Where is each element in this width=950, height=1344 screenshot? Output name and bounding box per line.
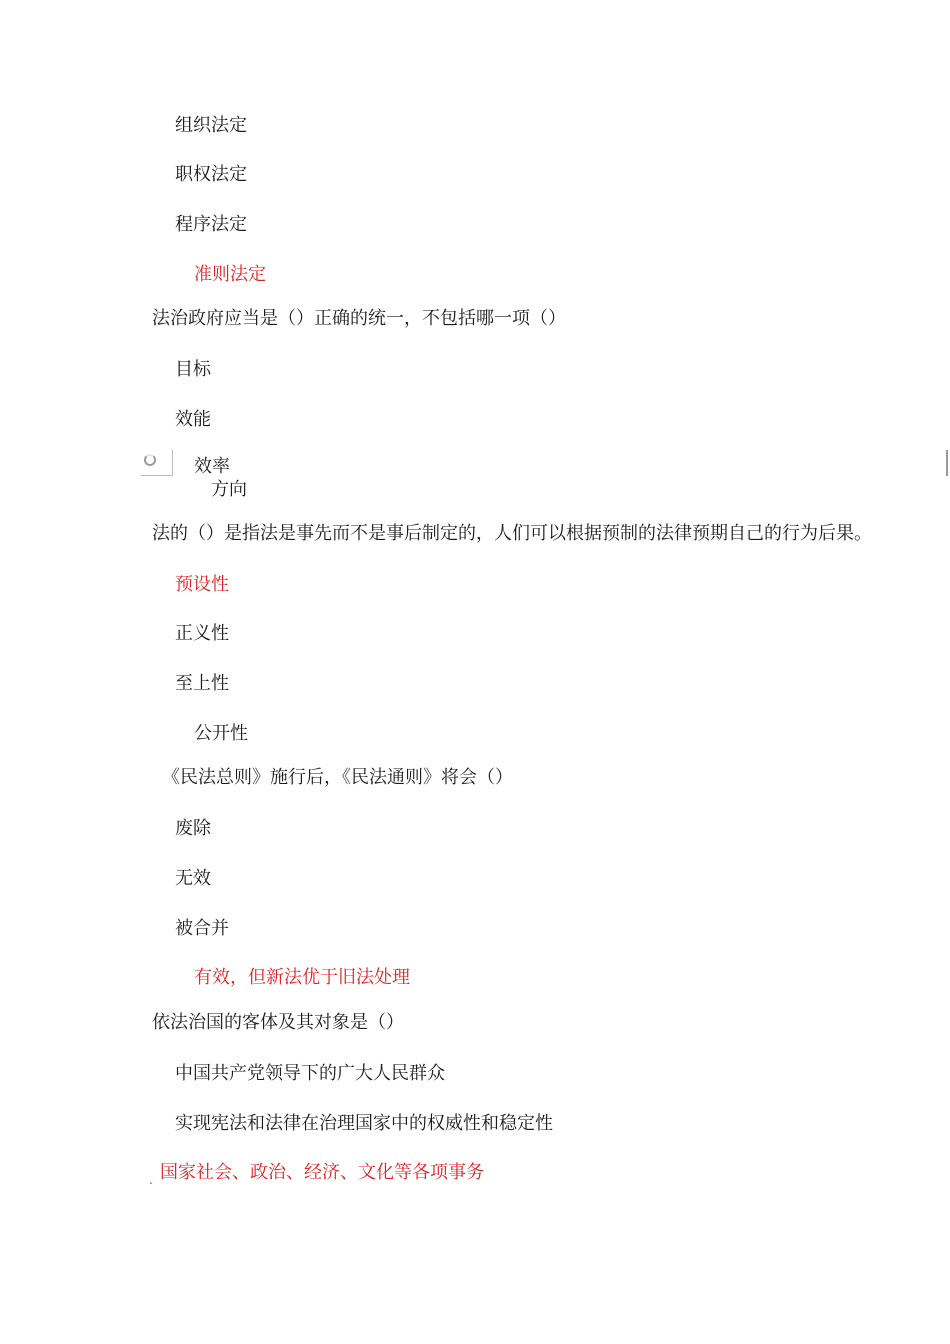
q1-option-c: 程序法定 <box>175 214 247 235</box>
q2-option-b: 效能 <box>175 409 211 430</box>
q4-option-b: 无效 <box>175 868 211 889</box>
q3-option-c: 至上性 <box>175 673 229 694</box>
q2-option-a: 目标 <box>175 359 211 380</box>
q5-option-c-correct: 国家社会、政治、经济、文化等各项事务 <box>160 1162 484 1183</box>
q2-question-text: 法治政府应当是（）正确的统一，不包括哪一项（） <box>152 308 566 329</box>
q3-option-b: 正义性 <box>175 623 229 644</box>
q4-question-text: 《民法总则》施行后，《民法通则》将会（） <box>162 767 513 788</box>
radio-button[interactable] <box>141 450 173 476</box>
q4-option-c: 被合并 <box>175 918 229 939</box>
q3-option-d: 公开性 <box>194 723 248 744</box>
radio-circle-icon <box>144 454 156 466</box>
q4-option-a: 废除 <box>175 818 211 839</box>
page-edge-marker <box>946 450 948 476</box>
q5-question-text: 依法治国的客体及其对象是（） <box>152 1012 404 1033</box>
q1-option-a: 组织法定 <box>175 115 247 136</box>
q3-question-text: 法的（）是指法是事先而不是事后制定的，人们可以根据预制的法律预期自己的行为后果。 <box>152 523 872 544</box>
q3-option-a-correct: 预设性 <box>175 574 229 595</box>
q5-option-a: 中国共产党领导下的广大人民群众 <box>175 1063 445 1084</box>
answer-prefix-dot: . <box>149 1173 153 1187</box>
q1-option-d-correct: 准则法定 <box>194 264 266 285</box>
q2-option-d: 方向 <box>211 479 247 500</box>
q2-option-c: 效率 <box>194 456 230 477</box>
q1-option-b: 职权法定 <box>175 164 247 185</box>
q5-option-b: 实现宪法和法律在治理国家中的权威性和稳定性 <box>175 1113 553 1134</box>
q4-option-d-correct: 有效，但新法优于旧法处理 <box>194 967 410 988</box>
